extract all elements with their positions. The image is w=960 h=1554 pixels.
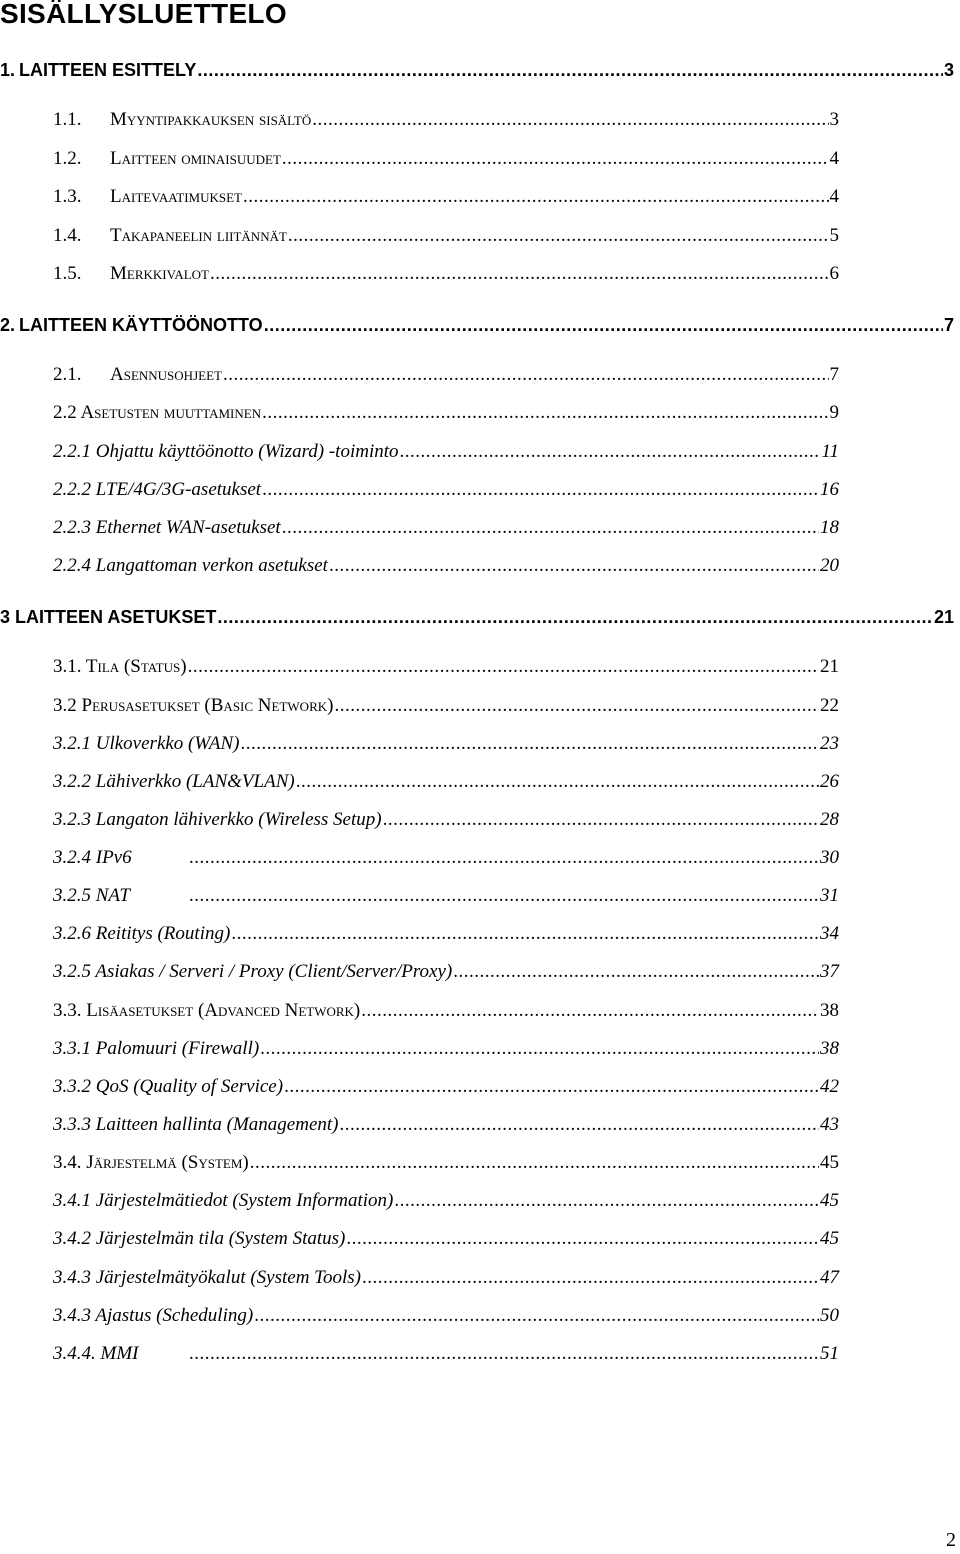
dot-leader: [383, 808, 819, 832]
toc-entry-subsection[interactable]: [53, 1037, 839, 1061]
entry-page: 3: [943, 60, 954, 80]
entry-title: 3.3.3 Laitteen hallinta (Management): [53, 1114, 339, 1135]
dot-leader: [210, 262, 829, 286]
entry-page: 38: [820, 1038, 839, 1059]
dot-leader: [197, 58, 943, 82]
toc-entry-section[interactable]: [53, 401, 839, 425]
entry-page: 3: [829, 109, 839, 130]
entry-title: 3.4.1 Järjestelmätiedot (System Information): [53, 1190, 394, 1211]
entry-page: 21: [820, 656, 839, 677]
entry-title: 3.1. Tila (Status): [53, 656, 187, 677]
entry-page: 16: [820, 479, 839, 500]
toc-entry-chapter[interactable]: [0, 605, 954, 629]
toc-entry-section[interactable]: [53, 655, 839, 679]
entry-page: 38: [820, 1000, 839, 1021]
entry-number: 1.2.: [53, 148, 82, 169]
toc-entry-section[interactable]: [53, 694, 839, 718]
toc-entry-chapter[interactable]: [0, 58, 954, 82]
entry-page: 22: [820, 695, 839, 716]
dot-leader: [250, 1151, 819, 1175]
dot-leader: [334, 694, 819, 718]
entry-title: 3.4. Järjestelmä (System): [53, 1152, 249, 1173]
entry-title: 3.4.2 Järjestelmän tila (System Status): [53, 1228, 346, 1249]
dot-leader: [361, 999, 819, 1023]
entry-title: 3.3. Lisäasetukset (Advanced Network): [53, 1000, 361, 1021]
entry-number: 1.3.: [53, 186, 82, 207]
dot-leader: [264, 313, 943, 337]
entry-page: 26: [820, 771, 839, 792]
toc-title: SISÄLLYSLUETTELO: [0, 0, 287, 29]
entry-page: 7: [829, 364, 839, 385]
entry-page: 50: [820, 1305, 839, 1326]
page-number: 2: [946, 1529, 956, 1551]
toc-entry-section[interactable]: [53, 108, 839, 132]
dot-leader: [394, 1189, 819, 1213]
entry-page: 45: [820, 1228, 839, 1249]
toc-entry-section[interactable]: [53, 363, 839, 387]
entry-page: 47: [820, 1267, 839, 1288]
toc-entry-subsection[interactable]: [53, 1189, 839, 1213]
entry-title: 3.4.3 Ajastus (Scheduling): [53, 1305, 254, 1326]
dot-leader: [312, 108, 828, 132]
toc-entry-section[interactable]: [53, 224, 839, 248]
entry-page: 6: [829, 263, 839, 284]
entry-title: LAITTEEN KÄYTTÖÖNOTTO: [19, 315, 263, 335]
dot-leader: [188, 655, 819, 679]
dot-leader: [223, 363, 829, 387]
toc-entry-subsection[interactable]: [53, 960, 839, 984]
toc-entry-section[interactable]: [53, 185, 839, 209]
entry-page: 43: [820, 1114, 839, 1135]
dot-leader: [288, 224, 829, 248]
dot-leader: [254, 1304, 819, 1328]
dot-leader: [282, 147, 829, 171]
entry-page: 7: [943, 315, 954, 335]
dot-leader: [453, 960, 819, 984]
entry-title: Takapaneelin liitännät: [110, 225, 287, 246]
entry-page: 37: [820, 961, 839, 982]
entry-title: 2.2.1 Ohjattu käyttöönotto (Wizard) -toiminto: [53, 441, 399, 462]
entry-title: 3.2.4 IPv6: [53, 847, 132, 868]
entry-page: 45: [820, 1190, 839, 1211]
toc-entry-chapter[interactable]: [0, 313, 954, 337]
dot-leader: [262, 478, 819, 502]
toc-entry-subsection[interactable]: [53, 846, 839, 870]
entry-page: 20: [820, 555, 839, 576]
entry-title: Asennusohjeet: [110, 364, 222, 385]
entry-title: Laitevaatimukset: [110, 186, 242, 207]
entry-number: 2.: [0, 315, 16, 335]
entry-title: 3.2.5 Asiakas / Serveri / Proxy (Client/Server/Proxy): [53, 961, 453, 982]
toc-entry-subsection[interactable]: [53, 1227, 839, 1251]
entry-number: 1.5.: [53, 263, 82, 284]
entry-number: 2.1.: [53, 364, 82, 385]
entry-page: 4: [829, 148, 839, 169]
entry-title: 2.2.3 Ethernet WAN-asetukset: [53, 517, 281, 538]
toc-entry-section[interactable]: [53, 147, 839, 171]
entry-page: 9: [829, 402, 839, 423]
dot-leader: [260, 1037, 819, 1061]
toc-entry-subsection[interactable]: [53, 1304, 839, 1328]
toc-entry-subsection[interactable]: [53, 884, 839, 908]
toc-entry-subsection[interactable]: [53, 478, 839, 502]
entry-number: 1.: [0, 60, 16, 80]
entry-page: 4: [829, 186, 839, 207]
entry-page: 45: [820, 1152, 839, 1173]
entry-title: 3.2.3 Langaton lähiverkko (Wireless Setup): [53, 809, 382, 830]
dot-leader: [231, 922, 819, 946]
dot-leader: [262, 401, 828, 425]
dot-leader: [362, 1266, 819, 1290]
entry-page: 5: [829, 225, 839, 246]
entry-title: Laitteen ominaisuudet: [110, 148, 281, 169]
toc-entry-subsection[interactable]: [53, 1266, 839, 1290]
dot-leader: [189, 846, 819, 870]
entry-title: Merkkivalot: [110, 263, 209, 284]
entry-page: 21: [933, 607, 954, 627]
toc-entry-subsection[interactable]: [53, 1113, 839, 1137]
toc-entry-subsection[interactable]: [53, 554, 839, 578]
dot-leader: [284, 1075, 819, 1099]
toc-entry-subsection[interactable]: [53, 440, 839, 464]
entry-title: Myyntipakkauksen sisältö: [110, 109, 312, 130]
entry-page: 34: [820, 923, 839, 944]
entry-title: 3 LAITTEEN ASETUKSET: [0, 607, 217, 627]
entry-title: 3.4.3 Järjestelmätyökalut (System Tools): [53, 1267, 362, 1288]
entry-page: 42: [820, 1076, 839, 1097]
dot-leader: [243, 185, 829, 209]
entry-page: 31: [820, 885, 839, 906]
dot-leader: [400, 440, 821, 464]
entry-title: 3.2.5 NAT: [53, 885, 130, 906]
entry-page: 11: [821, 441, 839, 462]
entry-title: 2.2 Asetusten muuttaminen: [53, 402, 262, 423]
dot-leader: [189, 1342, 819, 1366]
dot-leader: [296, 770, 819, 794]
toc-entry-section[interactable]: [53, 999, 839, 1023]
toc-entry-subsection[interactable]: [53, 516, 839, 540]
entry-page: 28: [820, 809, 839, 830]
entry-title: 3.3.2 QoS (Quality of Service): [53, 1076, 284, 1097]
entry-title: 3.4.4. MMI: [53, 1343, 139, 1364]
entry-title: 2.2.2 LTE/4G/3G-asetukset: [53, 479, 262, 500]
entry-page: 23: [820, 733, 839, 754]
entry-page: 18: [820, 517, 839, 538]
toc-entry-section[interactable]: [53, 1151, 839, 1175]
dot-leader: [282, 516, 819, 540]
toc-entry-subsection[interactable]: [53, 732, 839, 756]
dot-leader: [217, 605, 933, 629]
dot-leader: [339, 1113, 819, 1137]
entry-title: 3.2.1 Ulkoverkko (WAN): [53, 733, 240, 754]
toc-entry-subsection[interactable]: [53, 808, 839, 832]
toc-entry-subsection[interactable]: [53, 770, 839, 794]
entry-title: 3.2.2 Lähiverkko (LAN&VLAN): [53, 771, 295, 792]
entry-title: 3.2.6 Reititys (Routing): [53, 923, 231, 944]
dot-leader: [189, 884, 819, 908]
entry-title: 2.2.4 Langattoman verkon asetukset: [53, 555, 328, 576]
entry-title: 3.2 Perusasetukset (Basic Network): [53, 695, 334, 716]
entry-title: LAITTEEN ESITTELY: [19, 60, 197, 80]
entry-number: 1.1.: [53, 109, 82, 130]
toc-entry-subsection[interactable]: [53, 1342, 839, 1366]
dot-leader: [329, 554, 819, 578]
entry-number: 1.4.: [53, 225, 82, 246]
toc-entry-section[interactable]: [53, 262, 839, 286]
dot-leader: [241, 732, 820, 756]
dot-leader: [346, 1227, 819, 1251]
entry-page: 30: [820, 847, 839, 868]
toc-entry-subsection[interactable]: [53, 922, 839, 946]
entry-page: 51: [820, 1343, 839, 1364]
toc-entry-subsection[interactable]: [53, 1075, 839, 1099]
entry-title: 3.3.1 Palomuuri (Firewall): [53, 1038, 260, 1059]
